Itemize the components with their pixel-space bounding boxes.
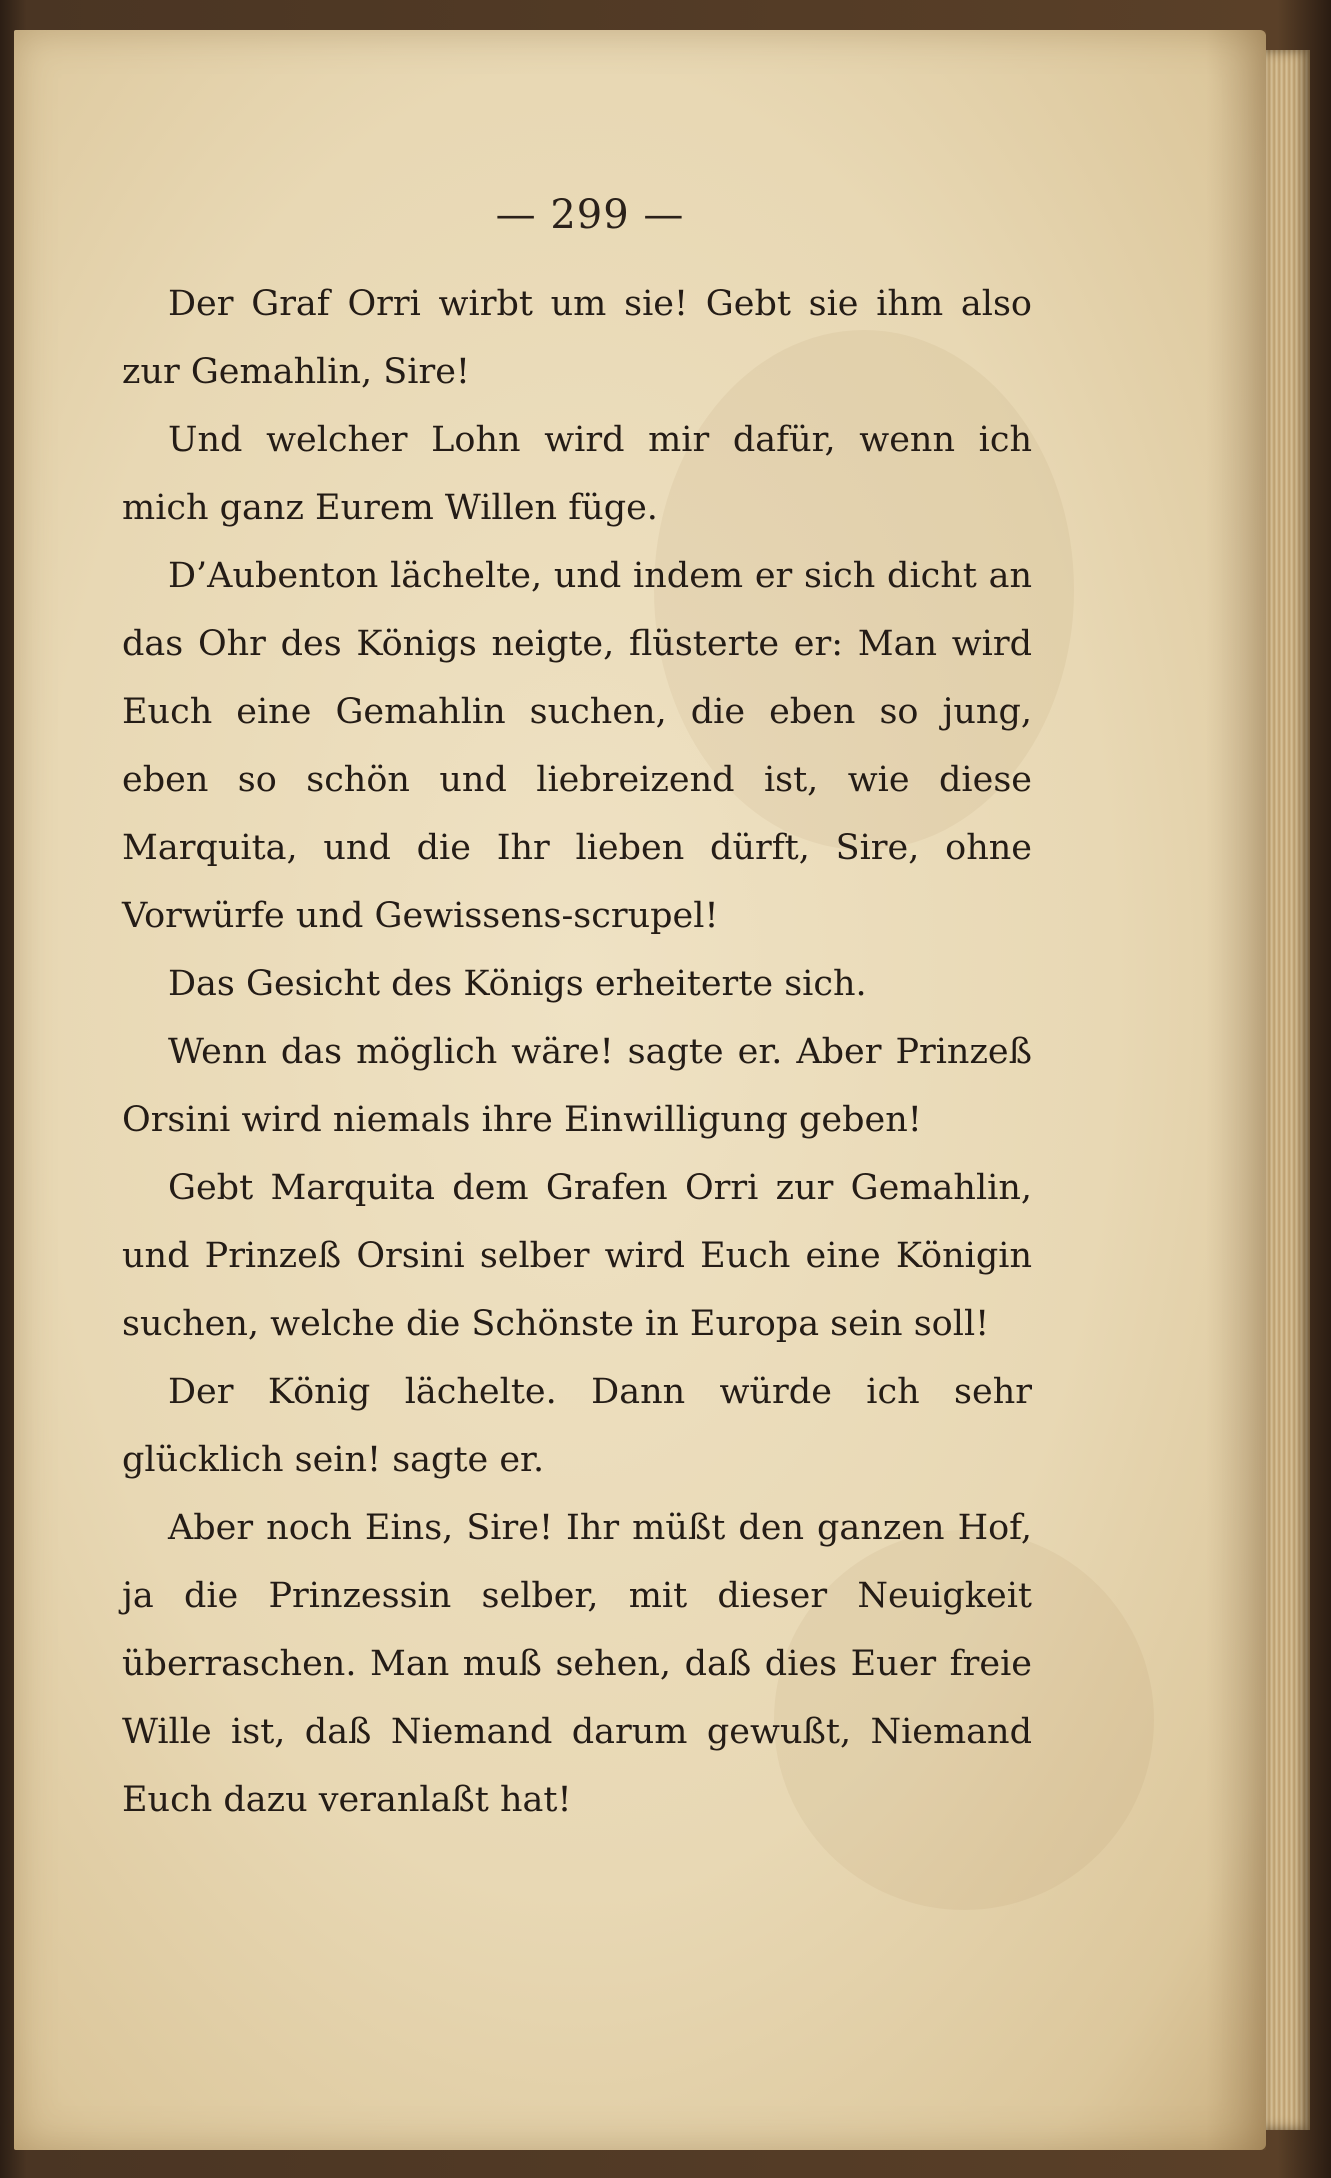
body-text [122,270,1032,1834]
paragraph: D’Aubenton lächelte, und indem er sich dicht an das Ohr des Königs neigte, flüsterte er: Man wird Euch eine Gemahlin suchen, die eben so jung, eben so schön und liebreizend ist, wie diese Marquita, und die Ihr lieben dürft, Sire, ohne Vorwürfe und Gewissens-scrupel! [122,556,1032,936]
paragraph: Der König lächelte. Dann würde ich sehr glücklich sein! sagte er. [122,1372,1032,1480]
page-number: — 299 — [495,192,685,238]
paragraph: Wenn das möglich wäre! sagte er. Aber Prinzeß Orsini wird niemals ihre Einwilligung geben! [122,1032,1032,1140]
paragraph: Aber noch Eins, Sire! Ihr müßt den ganzen Hof, ja die Prinzessin selber, mit dieser Neuigkeit überraschen. Man muß sehen, daß dies Euer freie Wille ist, daß Niemand darum gewußt, Niemand Euch dazu veranlaßt hat! [122,1508,1032,1820]
paragraph: Der Graf Orri wirbt um sie! Gebt sie ihm also zur Gemahlin, Sire! [122,284,1032,392]
page-edges [1266,50,1310,2130]
paragraph: Und welcher Lohn wird mir dafür, wenn ich mich ganz Eurem Willen füge. [122,420,1032,528]
paragraph: Gebt Marquita dem Grafen Orri zur Gemahlin, und Prinzeß Orsini selber wird Euch eine Königin suchen, welche die Schönste in Europa sein soll! [122,1168,1032,1344]
paragraph: Das Gesicht des Königs erheiterte sich. [168,964,867,1004]
